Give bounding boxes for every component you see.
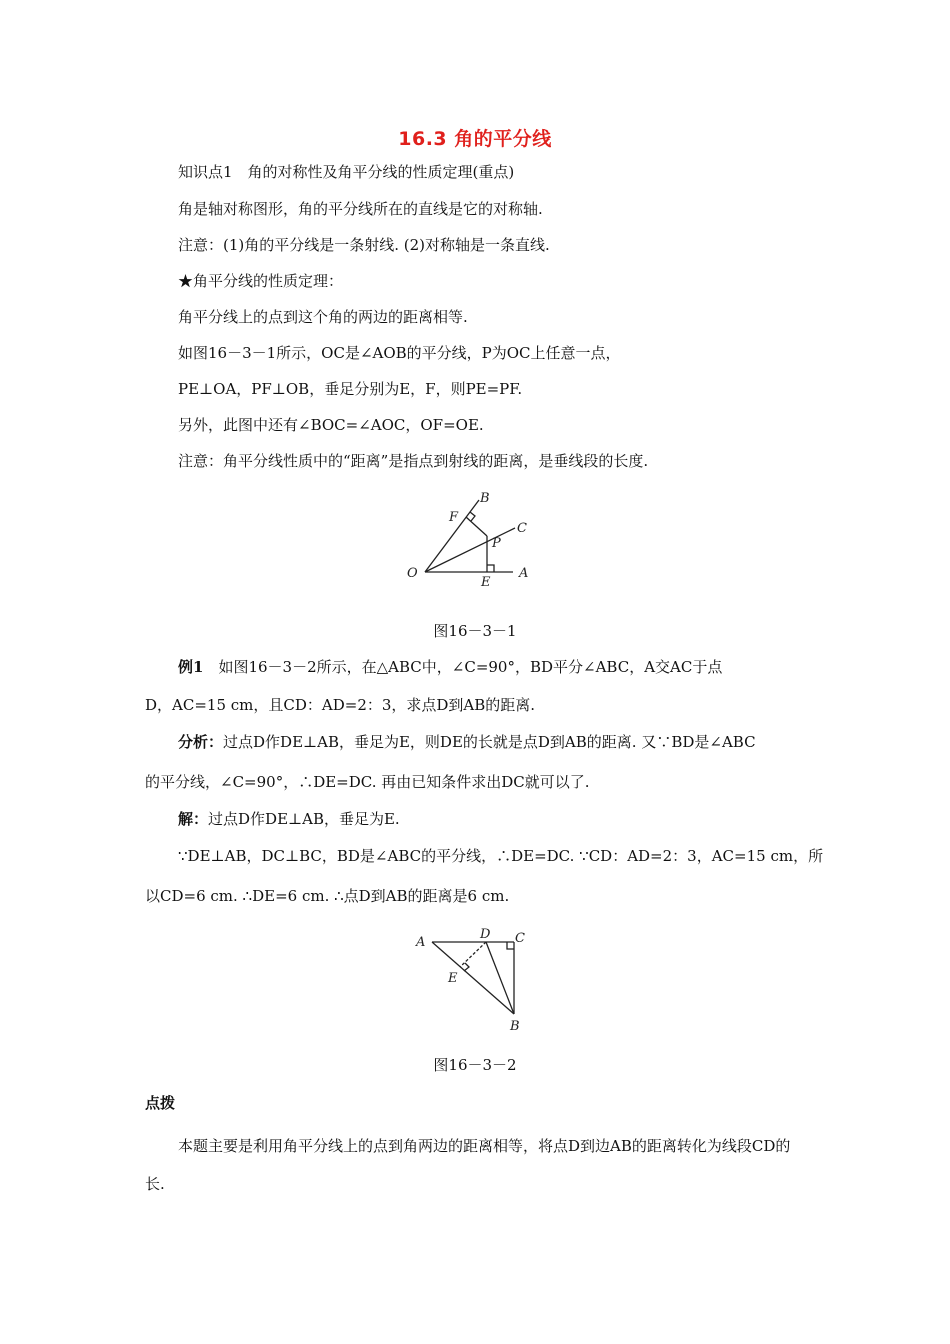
right-angle-mark-e (487, 565, 494, 572)
solution-text-3: 以CD=6 cm. ∴DE=6 cm. ∴点D到AB的距离是6 cm. (145, 887, 510, 905)
label-a2: A (416, 935, 426, 950)
tip-heading: 点拨 (145, 1094, 176, 1112)
theorem-heading: ★角平分线的性质定理： (178, 272, 344, 290)
label-c2: C (515, 931, 525, 946)
label-d2: D (480, 927, 491, 942)
figure-16-3-2 (410, 926, 540, 1038)
analysis-label: 分析： (178, 733, 224, 751)
figure-description-3: 另外，此图中还有∠BOC=∠AOC，OF=OE. (178, 416, 484, 434)
page-title: 16.3 角的平分线 (398, 128, 552, 150)
example-label: 例1 (178, 658, 204, 676)
solution-label: 解： (178, 810, 209, 828)
label-b2: B (510, 1019, 520, 1034)
analysis-text-1: 过点D作DE⊥AB，垂足为E，则DE的长就是点D到AB的距离. 又∵BD是∠ABC (223, 733, 756, 751)
right-angle-mark-f (470, 512, 475, 521)
example-line-1 (178, 656, 722, 678)
segment-de (460, 942, 486, 967)
label-f: F (449, 510, 459, 525)
label-e2: E (448, 971, 458, 986)
solution-text-2: ∵DE⊥AB，DC⊥BC，BD是∠ABC的平分线，∴DE=DC. ∵CD：AD=2：3，AC=15 cm，所 (178, 847, 824, 865)
figure-description-2: PE⊥OA，PF⊥OB，垂足分别为E，F，则PE=PF. (178, 380, 523, 398)
example-text-1: 如图16－3－2所示，在△ABC中，∠C=90°，BD平分∠ABC，A交AC于点 (218, 658, 723, 676)
figure-caption-2: 图16－3－2 (433, 1056, 517, 1074)
knowledge-point-heading: 知识点1 角的对称性及角平分线的性质定理(重点) (178, 163, 515, 181)
figure-description-1: 如图16－3－1所示，OC是∠AOB的平分线，P为OC上任意一点， (178, 344, 621, 362)
figure-caption-1: 图16－3－1 (433, 622, 517, 640)
tip-text: 本题主要是利用角平分线上的点到角两边的距离相等，将点D到边AB的距离转化为线段CD的长. (145, 1137, 791, 1193)
note-ray-line: 注意：(1)角的平分线是一条射线. (2)对称轴是一条直线. (178, 236, 550, 254)
analysis-line-1 (178, 731, 756, 753)
label-p: P (492, 536, 501, 551)
example-text-2: D，AC=15 cm，且CD：AD=2：3，求点D到AB的距离. (145, 696, 536, 714)
segment-ab (432, 942, 514, 1014)
tip-paragraph (145, 1127, 807, 1203)
paragraph-symmetry: 角是轴对称图形，角的平分线所在的直线是它的对称轴. (178, 200, 543, 218)
ray-oc (425, 528, 515, 572)
segment-pf (466, 517, 487, 536)
label-e: E (481, 575, 491, 588)
label-b: B (480, 491, 490, 506)
right-angle-mark-c (507, 942, 514, 949)
analysis-text-2: 的平分线，∠C=90°，∴DE=DC. 再由已知条件求出DC就可以了. (145, 773, 590, 791)
note-distance: 注意：角平分线性质中的“距离”是指点到射线的距离，是垂线段的长度. (178, 452, 649, 470)
theorem-statement: 角平分线上的点到这个角的两边的距离相等. (178, 308, 468, 326)
solution-text-1: 过点D作DE⊥AB，垂足为E. (208, 810, 400, 828)
solution-line-1 (178, 808, 400, 830)
label-c: C (517, 521, 527, 536)
label-a: A (519, 566, 529, 581)
label-o: O (407, 566, 418, 581)
right-angle-mark-e2 (464, 963, 469, 971)
figure-16-3-1 (395, 488, 545, 588)
segment-bd (486, 942, 514, 1014)
